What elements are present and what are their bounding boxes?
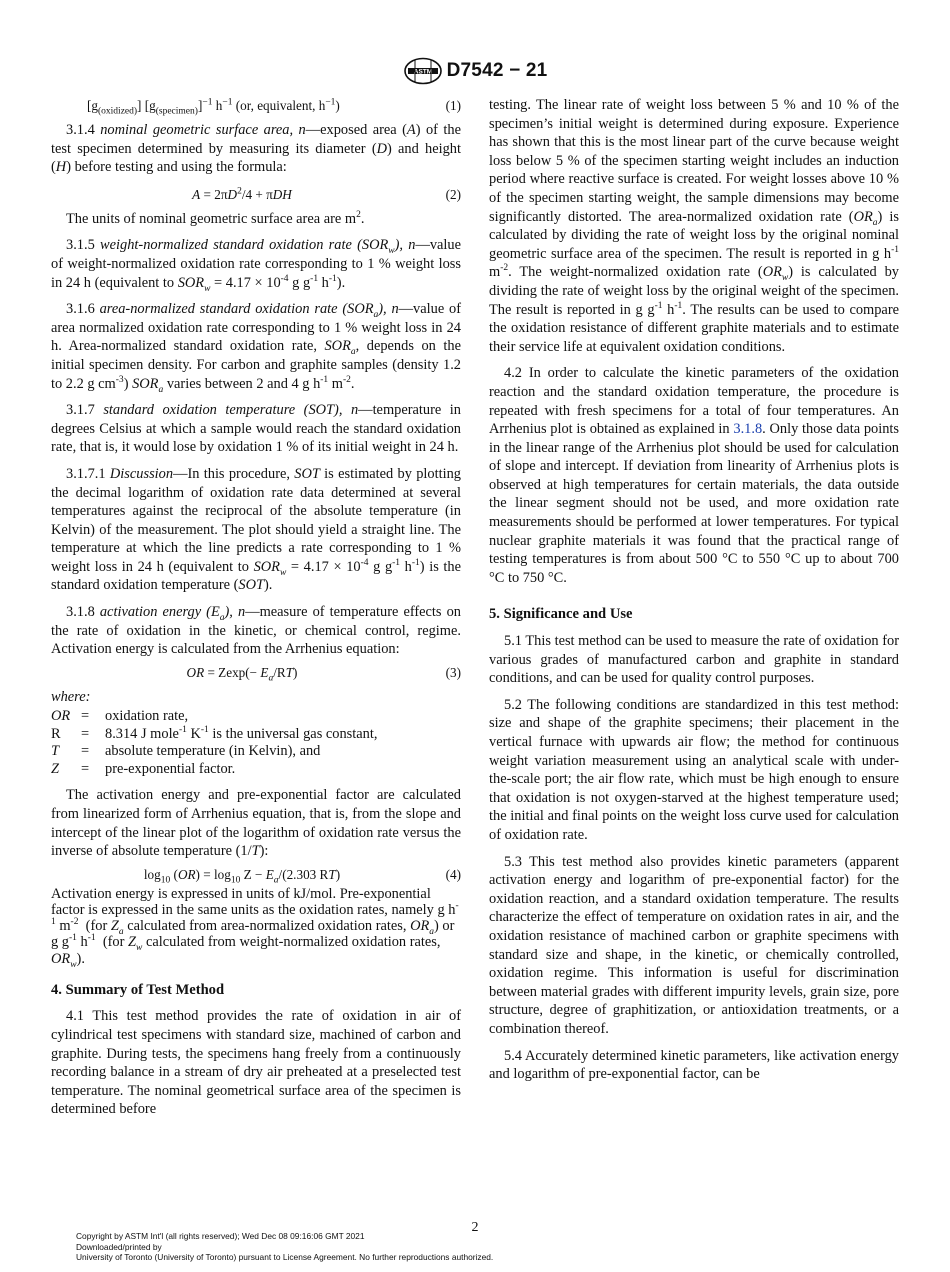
paragraph-5-2: 5.2 The following conditions are standardized in this test method: size and shape of the graphite specimens; their placement in the vertical furnace with upwards air flow; the method for continuous weight variation measurement using an analytical scale with under-the-scale port; the air flow rate, which must be high enough to ensure that oxidation is not oxygen-starved at the highest temperature used; the initial and final points on the weight loss curve used for calculation of oxidation rate.	[489, 696, 899, 843]
paragraph-4-1-continued: testing. The linear rate of weight loss between 5 % and 10 % of the specimen’s initial weight is determined during exposure. Experience has shown that this is the most linear part of the curve because weight loss below 5 % of the specimen starting weight includes an induction period where reactive surface is created. For weight losses above 10 % of the specimen starting weight, the sample dimensions may become significantly distorted. The area-normalized oxidation rate $(OR_a)$ is calculated by dividing the rate of weight loss by the original nominal geometric surface area of the specimen. The result is reported in g $h^{-1}$ $m^{-2}$. The weight-normalized oxidation rate $(OR_w)$ is calculated by dividing the rate of weight loss by the original weight of the specimen. The result is reported in g $g^{-1}$ $h^{-1}$. The results can be used to compare the oxidation resistance of different graphite materials and to estimate their service life at equivalent oxidation conditions.	[489, 97, 900, 355]
variable-description: 8.314 J mole$^{-1}$ $K^{-1}$ is the universal gas constant,	[105, 725, 378, 742]
left-column	[51, 96, 461, 1127]
svg-text:ASTM: ASTM	[413, 68, 432, 76]
equation-2	[51, 185, 461, 206]
variable-definitions	[51, 708, 461, 778]
where-label: where:	[51, 688, 91, 705]
definition-3-1-6: 3.1.6 area-normalized standard oxidation rate $(SOR_a)$, n—value of area normalized oxidation rate corresponding to 1 % weight loss in 24 h. Area-normalized standard oxidation rate, $SOR_a$, depends on the initial specimen density. For carbon and graphite samples (density 1.2 to 2.2 g $cm^{-3}$) $SOR_a$ varies between 2 and 4 g $h^{-1}$ $m^{-2}$.	[51, 301, 461, 395]
footer-copyright-line: Copyright by ASTM Int'l (all rights reserved); Wed Dec 08 09:16:06 GMT 2021	[76, 1231, 365, 1241]
footer-downloaded-line: Downloaded/printed by	[76, 1241, 162, 1252]
right-column	[489, 96, 899, 1092]
variable-equals: =	[81, 743, 90, 760]
variable-row	[51, 708, 461, 726]
variable-symbol: T	[51, 743, 60, 760]
section-3-1-8-link[interactable]: 3.1.8	[733, 421, 763, 438]
variable-symbol: OR	[51, 708, 71, 725]
definition-3-1-4: 3.1.4 nominal geometric surface area, n—exposed area (A) of the test specimen determined by measuring its diameter (D) and height (H) before testing and using the formula:	[51, 122, 461, 176]
copyright-footer	[76, 1231, 776, 1263]
equation-2-body: $A = 2\pi D^2/4 + \pi DH$	[192, 186, 292, 202]
document-id: D7542 − 21	[446, 60, 548, 81]
equation-4-number: (4)	[445, 867, 461, 883]
footer-license-line: University of Toronto (University of Toronto) pursuant to License Agreement. No further reproductions authorized.	[76, 1252, 494, 1263]
equation-3	[51, 663, 461, 684]
paragraph-5-4: 5.4 Accurately determined kinetic parameters, like activation energy and logarithm of pre-exponential factor, can be	[489, 1047, 899, 1083]
equation-1	[51, 96, 461, 117]
paragraph-5-3: 5.3 This test method also provides kinetic parameters (apparent activation energy and logarithm of pre-exponential factor) for the oxidation reaction, and a standard oxidation temperature. The results characterize the effect of temperature on oxidation rates in air, and the oxidation resistance of machined carbon or graphite specimens with standard size and shape, in the kinetic, or chemically controlled, oxidation regime. This information is useful for discrimination between material grades with different impurity levels, grain size, pore structure, degree of graphitization, or antioxidation treatments, or a combination thereof.	[489, 853, 899, 1037]
discussion-3-1-7-1: 3.1.7.1 Discussion—In this procedure, SOT is estimated by plotting the decimal logarithm of oxidation rate data determined at several temperatures against the reciprocal of the absolute temperature (in Kelvin) of the measurement. The plot should yield a straight line. The temperature at which the line predicts a rate corresponding to 1 % weight loss in 24 h (equivalent to $SOR_w = 4.17 \times 10^{-4}$ g $g^{-1}$ $h^{-1}$) is the standard oxidation temperature (SOT).	[51, 465, 462, 594]
equation-4	[51, 865, 461, 886]
equation-2-number: (2)	[445, 186, 461, 202]
astm-logo-icon	[403, 57, 443, 85]
section-5-heading: 5. Significance and Use	[489, 606, 633, 623]
variable-description: pre-exponential factor.	[105, 760, 236, 777]
variable-row	[51, 726, 461, 744]
paragraph-4-2	[489, 364, 899, 587]
page-header	[0, 56, 950, 86]
paragraph-5-1: 5.1 This test method can be used to measure the rate of oxidation for various grades of manufactured carbon and graphite in standard conditions, and can be used for quality control purposes.	[489, 633, 899, 687]
variable-row	[51, 743, 461, 761]
definition-3-1-8: 3.1.8 activation energy $(E_a)$, n—measure of temperature effects on the rate of oxidation in the kinetic, or chemical control, regime. Activation energy is calculated from the Arrhenius equation:	[51, 604, 461, 658]
definition-3-1-5: 3.1.5 weight-normalized standard oxidation rate $(SOR_w)$, n—value of weight-normalized oxidation rate corresponding to 1 % weight loss in 24 h (equivalent to $SOR_w = 4.17 \times 10^{-4}$ g $g^{-1}$ $h^{-1}$).	[51, 237, 461, 294]
paragraph-4-2-end: . Only those data points in the linear range of the Arrhenius plot should be used for calculation of slope and intercept. If deviation from linearity of Arrhenius plots is observed at high temperatures for certain materials, the data outside the linear segment should not be used, and more oxidation rate measurements should be performed at lower temperatures. For typical nuclear graphite materials it was found that the practical range of testing temperatures is from about 500 °C to 550 °C up to about 700 °C to 750 °C.	[489, 421, 900, 586]
page-number: 2	[471, 1220, 479, 1235]
variable-equals: =	[81, 725, 90, 742]
surface-area-units-note: The units of nominal geometric surface area are $m^2$.	[66, 209, 365, 227]
variable-symbol: Z	[51, 760, 60, 777]
activation-energy-paragraph: The activation energy and pre-exponential factor are calculated from linearized form of Arrhenius equation, that is, from the slope and intercept of the linear plot of the logarithm of oxidation rate versus the inverse of absolute temperature (1/T):	[51, 787, 461, 860]
equation-1-body: $[g_{(oxidized)}]$ $[g_{(specimen)}]^{-1}$ $h^{-1}$ (or, equivalent, $h^{-1}$)	[87, 97, 340, 117]
equation-1-number: (1)	[445, 98, 461, 114]
paragraph-4-2-start: 4.2 In order to calculate the kinetic parameters of the oxidation reaction and the standard oxidation temperature, the procedure is repeated with fresh specimens for a total of four temperatures. An Arrhenius plot is obtained as explained in	[489, 365, 899, 438]
variable-description: absolute temperature (in Kelvin), and	[105, 743, 321, 760]
variable-description: oxidation rate,	[105, 708, 189, 725]
equation-3-number: (3)	[445, 665, 461, 681]
variable-row	[51, 761, 461, 779]
variable-symbol: R	[51, 725, 61, 742]
variable-equals: =	[81, 708, 90, 725]
variable-equals: =	[81, 760, 90, 777]
paragraph-4-1: 4.1 This test method provides the rate of oxidation in air of cylindrical test specimens with standard size, machined of carbon and graphite. During tests, the specimens hang freely from a continuously recording balance in a stream of dry air preheated at a preselected test temperature. The nominal geometrical surface area of the specimen is determined before	[51, 1008, 461, 1118]
equation-3-body: OR = $Zexp(- E_a/RT)$	[186, 665, 298, 684]
activation-energy-units-paragraph: Activation energy is expressed in units of kJ/mol. Pre-exponential factor is expressed in the same units as the oxidation rates, namely g $h^{-1}$ $m^{-2}$ (for $Z_a$ calculated from area-normalized oxidation rates, $OR_a$) or g $g^{-1}$ $h^{-1}$ (for $Z_w$ calculated from weight-normalized oxidation rates, $OR_w$).	[51, 885, 459, 970]
equation-4-body: $\log_{10} (OR) = \log_{10} Z - E_a/(2.303$ RT)	[143, 867, 341, 886]
definition-3-1-7: 3.1.7 standard oxidation temperature (SOT), n—temperature in degrees Celsius at which a sample would reach the standard oxidation rate, that is, it would lose by oxidation 1 % of its initial weight in 24 h.	[51, 402, 461, 456]
section-4-heading: 4. Summary of Test Method	[51, 981, 225, 998]
